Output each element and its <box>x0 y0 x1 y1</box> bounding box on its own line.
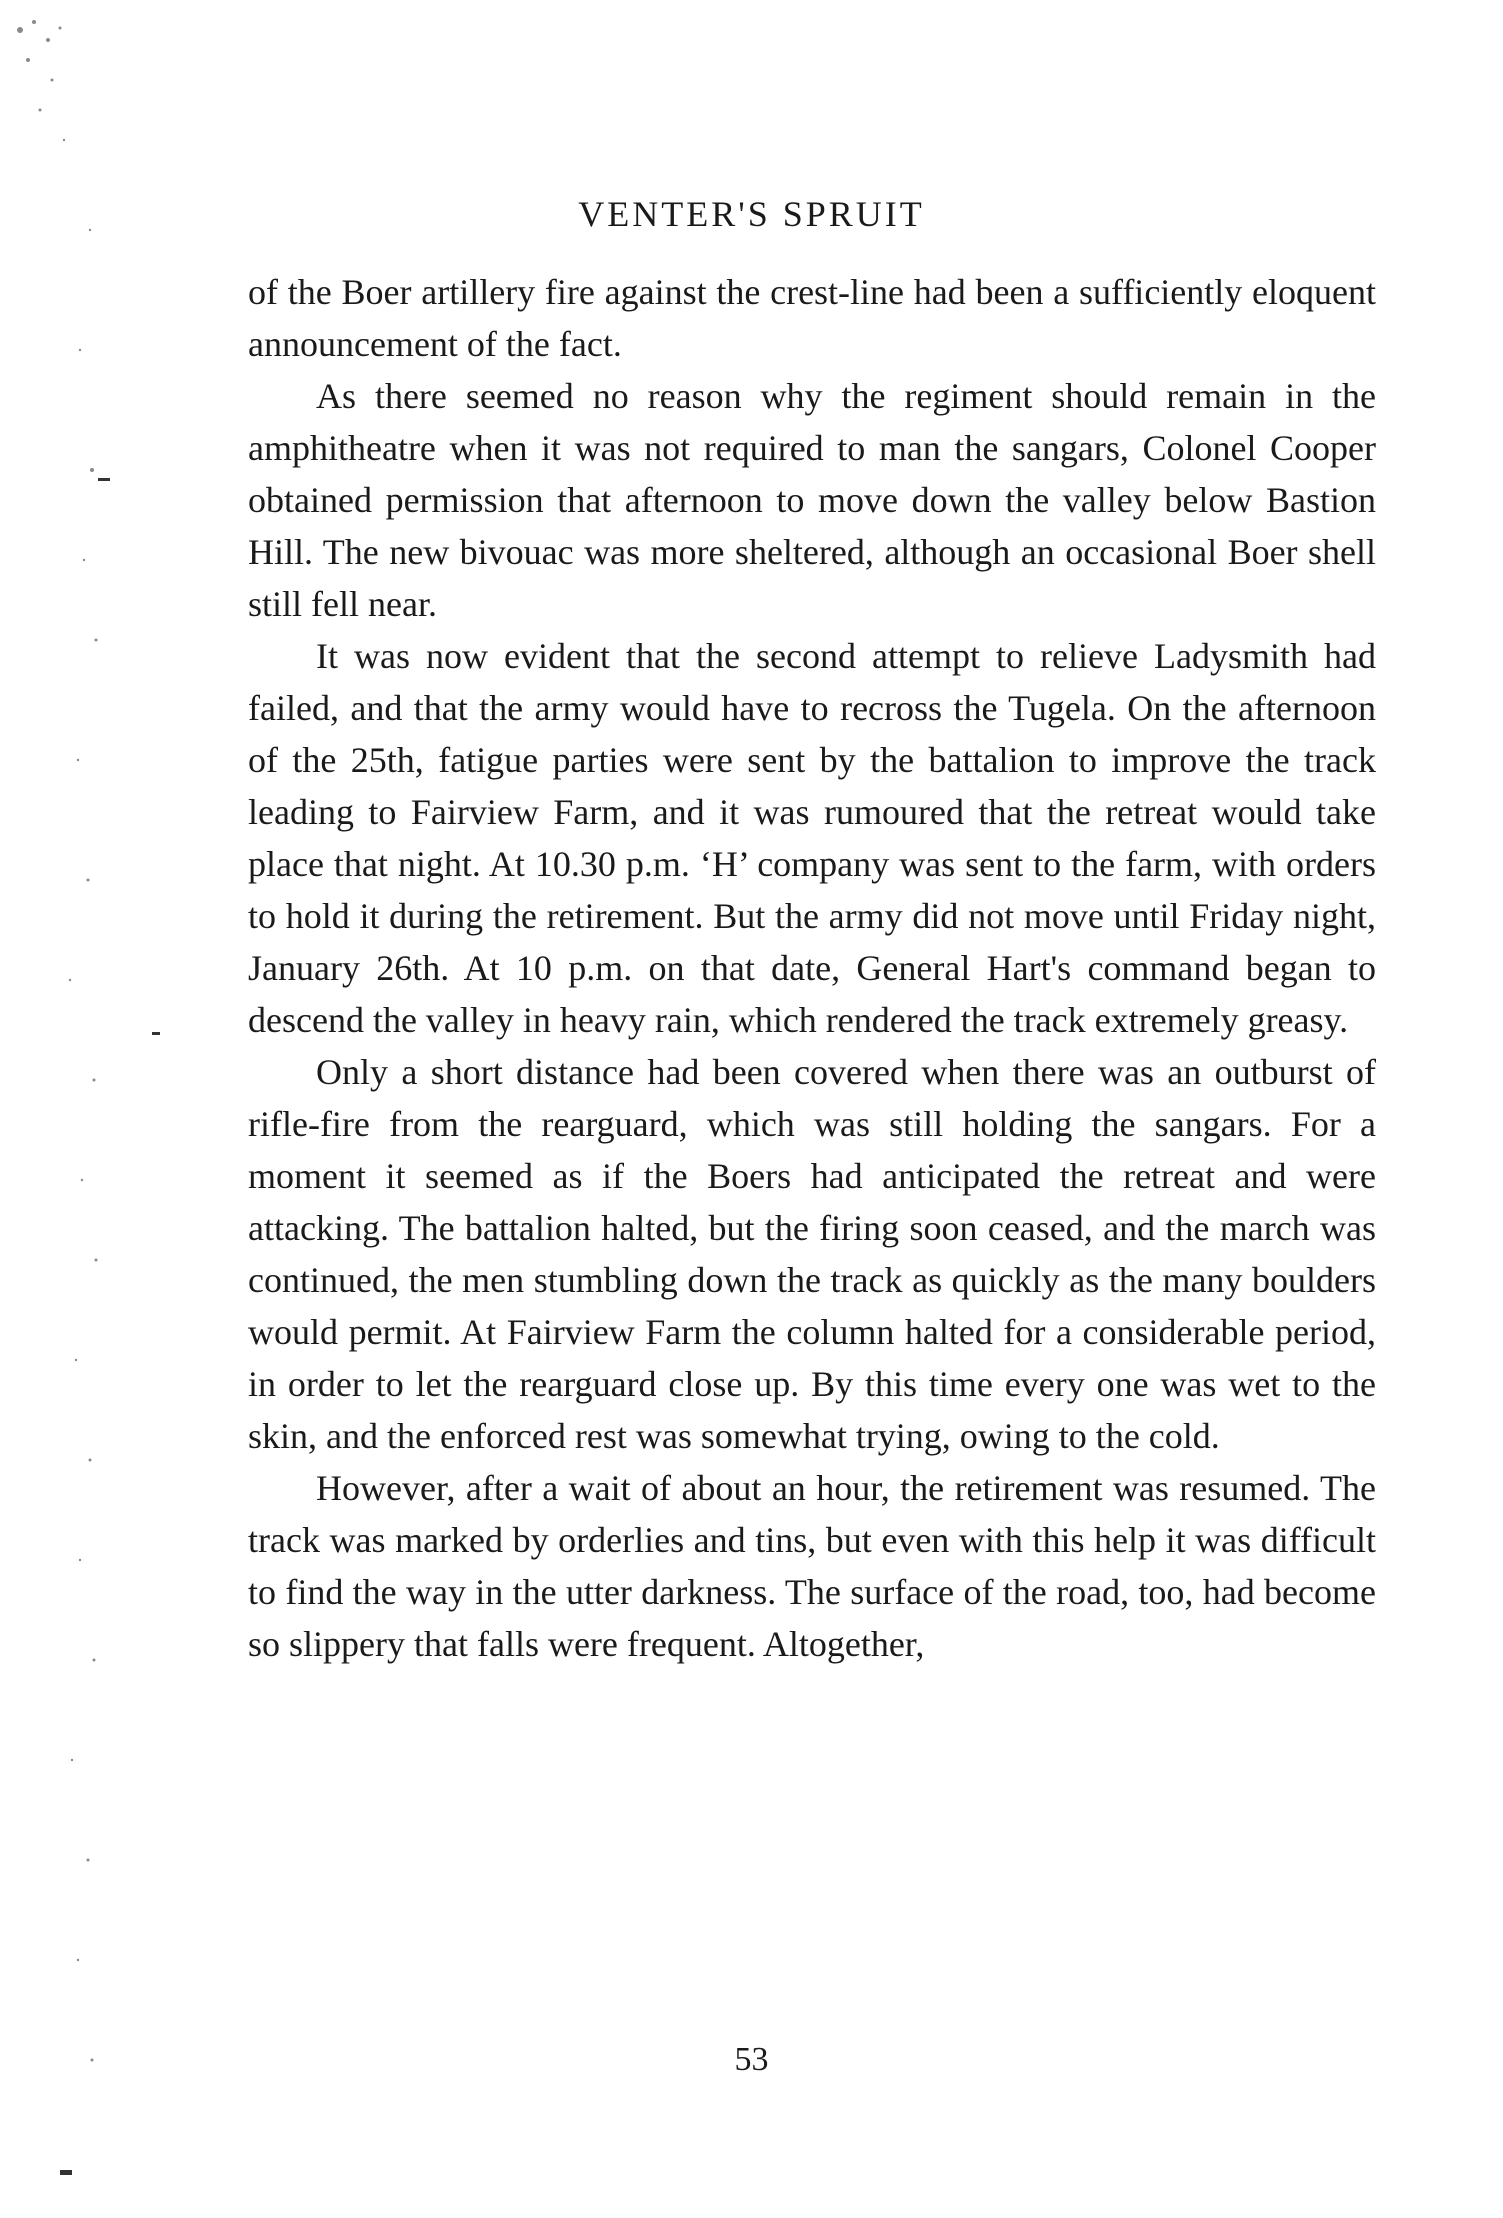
paragraph: However, after a wait of about an hour, the retirement was resumed. The track was marked by orderlies and tins, but even with this help it was difficult to find the way in the utter darkness. The surface of the road, too, had become so slippery that falls were frequent. Altogether, <box>248 1468 1376 1664</box>
page-number: 53 <box>734 2041 769 2078</box>
paragraph-continued: of the Boer artillery fire against the crest-line had been a sufficiently eloquent announcement of the fact. <box>248 272 1376 364</box>
paragraph: As there seemed no reason why the regiment should remain in the amphitheatre when it was not required to man the sangars, Colonel Cooper obtained permission that afternoon to move down the valley below Bastion Hill. The new bivouac was more sheltered, although an occasional Boer shell still fell near. <box>248 376 1376 624</box>
scan-edge-specks <box>0 0 170 2218</box>
paragraph: It was now evident that the second attempt to relieve Ladysmith had failed, and that the army would have to recross the Tugela. On the afternoon of the 25th, fatigue parties were sent by the battalion to improve the track leading to Fairview Farm, and it was rumoured that the retreat would take place that night. At 10.30 p.m. ‘H’ company was sent to the farm, with orders to hold it during the retirement. But the army did not move until Friday night, January 26th. At 10 p.m. on that date, General Hart's command began to descend the valley in heavy rain, which rendered the track extremely greasy. <box>248 636 1376 1040</box>
paragraph: Only a short distance had been covered when there was an outburst of rifle-fire from the rearguard, which was still holding the sangars. For a moment it seemed as if the Boers had anticipated the retreat and were attacking. The battalion halted, but the firing soon ceased, and the march was continued, the men stumbling down the track as quickly as the many boulders would permit. At Fairview Farm the column halted for a considerable period, in order to let the rearguard close up. By this time every one was wet to the skin, and the enforced rest was somewhat trying, owing to the cold. <box>248 1052 1376 1456</box>
body-text <box>248 266 1376 1670</box>
running-head: VENTER'S SPRUIT <box>578 194 925 234</box>
